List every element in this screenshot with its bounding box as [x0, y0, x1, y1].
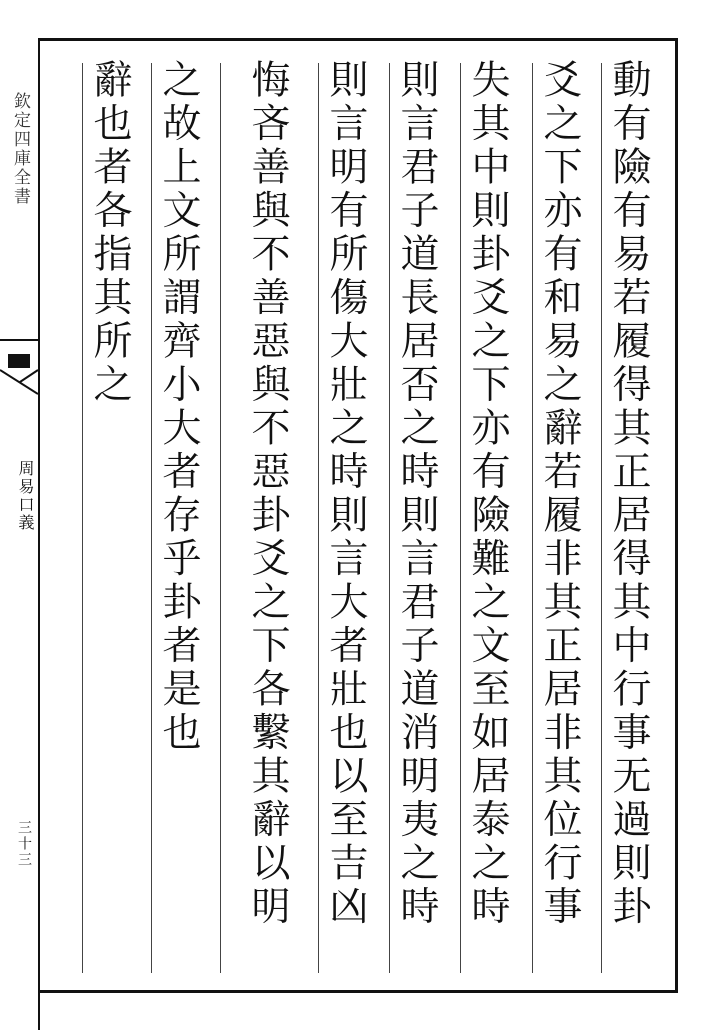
text-frame: [38, 38, 678, 993]
column-rule: [220, 63, 221, 973]
text-column-4: 則言君子道長居否之時則言君子道消明夷之時: [394, 59, 439, 929]
column-rule: [389, 63, 390, 973]
text-column-1: 動有險有易若履得其正居得其中行事无過則卦: [606, 59, 651, 929]
fishtail-mark-icon: [0, 332, 38, 402]
column-rule: [532, 63, 533, 973]
page-number: 三十三: [16, 820, 32, 868]
column-rule: [82, 63, 83, 973]
column-rule: [151, 63, 152, 973]
page-margin: [0, 40, 40, 1030]
column-rule: [318, 63, 319, 973]
text-column-6: 悔吝善與不善惡與不惡卦爻之下各繫其辭以明: [245, 59, 290, 929]
text-column-3: 失其中則卦爻之下亦有險難之文至如居泰之時: [465, 59, 510, 929]
edition-label: 欽定四庫全書: [10, 92, 30, 206]
column-rule: [460, 63, 461, 973]
text-column-2: 爻之下亦有和易之辭若履非其正居非其位行事: [537, 59, 582, 929]
text-column-7: 之故上文所謂齊小大者存乎卦者是也: [156, 59, 201, 755]
column-rule: [601, 63, 602, 973]
book-title: 周易口義: [16, 460, 35, 532]
text-column-5: 則言明有所傷大壯之時則言大者壯也以至吉凶: [323, 59, 368, 929]
text-column-8: 辭也者各指其所之: [87, 59, 132, 407]
